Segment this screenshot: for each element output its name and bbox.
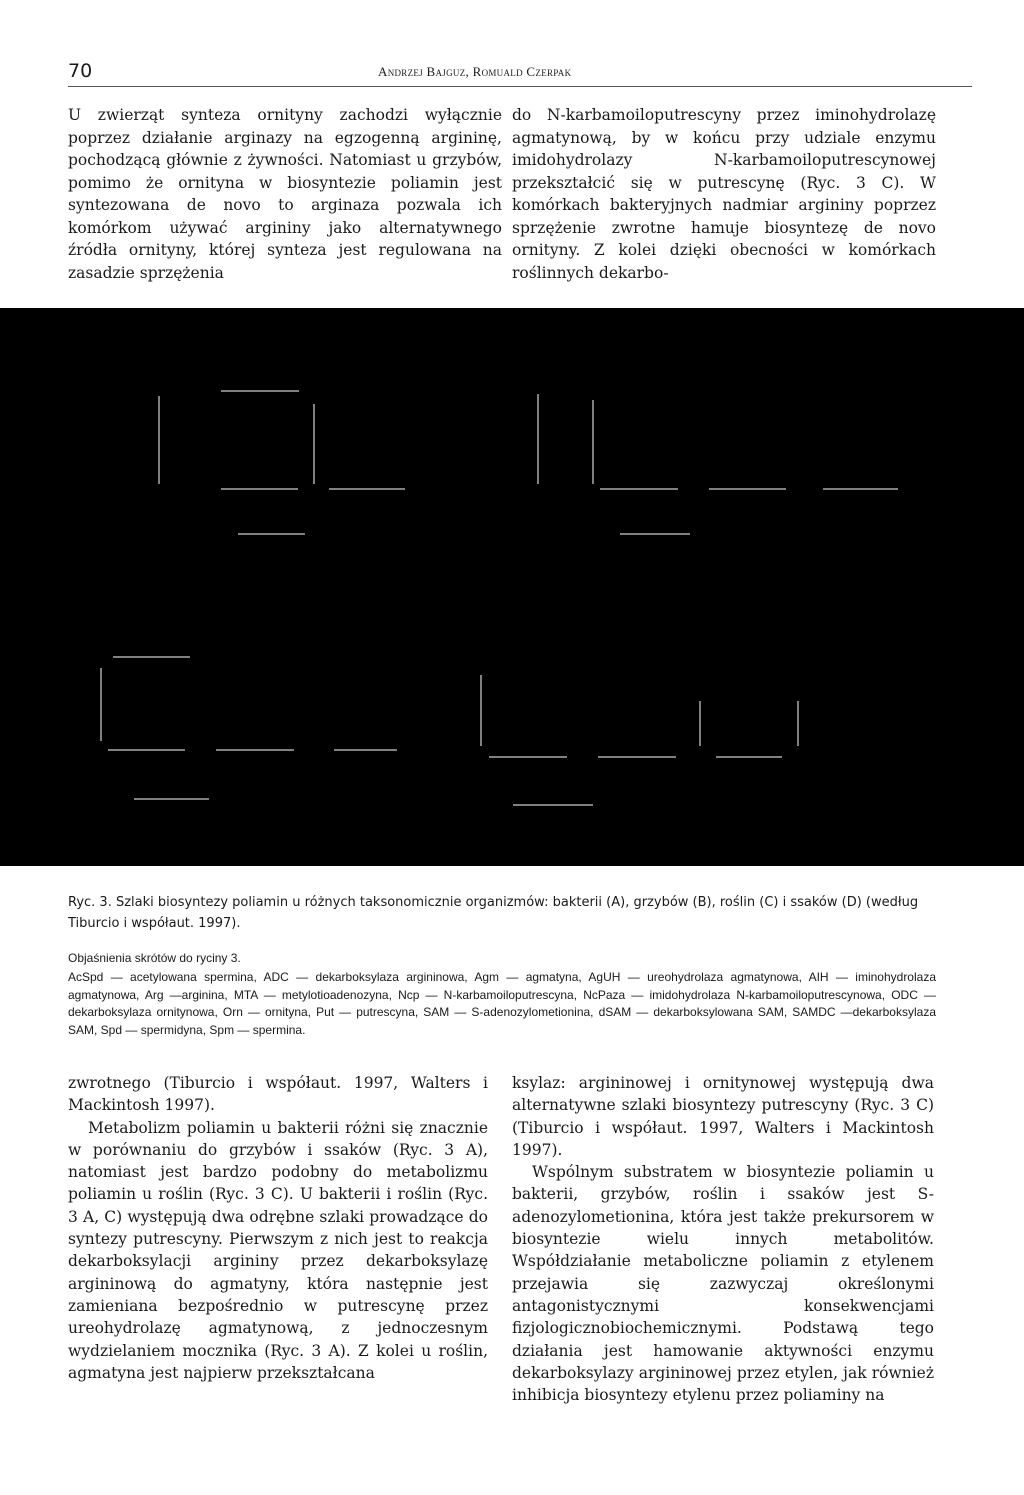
paragraph: U zwierząt synteza ornityny zachodzi wyłącznie poprzez działanie arginazy na egzogenną argininę, pochodzącą głównie z żywności. Natomiast u grzybów, pomimo że ornityna w biosyntezie poliamin jest syntezowana de novo to arginaza pozwala ich komórkom używać argininy jako alternatywnego źródła ornityny, której synteza jest regulowana na zasadzie sprzężenia [68, 106, 502, 282]
paragraph: ksylaz: argininowej i ornitynowej występują dwa alternatywne szlaki biosyntezy putrescyny (Ryc. 3 C) (Tiburcio i współaut. 1997, Walters i Mackintosh 1997). [512, 1074, 934, 1159]
paragraph: Wspólnym substratem w biosyntezie poliamin u bakterii, grzybów, roślin i ssaków jest S-adenozylometionina, która jest także prekursorem w biosyntezie wielu innych metabolitów. Współdziałanie metaboliczne poliamin z etylenem przejawia się zazwyczaj określonymi antagonistycznymi konsekwencjami fizjologicznobiochemicznymi. Podstawą tego działania jest hamowanie aktywności enzymu dekarboksylazy argininowej przez etylen, jak również inhibicja biosyntezy etylenu przez poliaminy na [512, 1163, 934, 1405]
page-number: 70 [68, 60, 93, 82]
figure-caption: Ryc. 3. Szlaki biosyntezy poliamin u różnych taksonomicznie organizmów: bakterii (A), grzybów (B), roślin (C) i ssaków (D) (według Tiburcio i współaut. 1997). [68, 895, 919, 931]
bottom-right-column [512, 1072, 934, 1406]
pathway-diagram-lines [0, 308, 1024, 866]
running-head-authors: Andrzej Bajguz, Romuald Czerpak [378, 64, 572, 79]
paragraph: Metabolizm poliamin u bakterii różni się znacznie w porównaniu do grzybów i ssaków (Ryc. 3 A), natomiast jest bardzo podobny do metabolizmu poliamin u roślin (Ryc. 3 C). U bakterii i roślin (Ryc. 3 A, C) występują dwa odrębne szlaki prowadzące do syntezy putrescyny. Pierwszym z nich jest to reakcja dekarboksylacji argininy przez dekarboksylazę argininową do agmatyny, która następnie jest zamieniana bezpośrednio w putrescynę przez ureohydrolazę agmatynową, z jednoczesnym wydzielaniem mocznika (Ryc. 3 A). Z kolei u roślin, agmatyna jest najpierw przekształcana [68, 1118, 488, 1382]
abbreviations-list: AcSpd — acetylowana spermina, ADC — dekarboksylaza argininowa, Agm — agmatyna, AgUH — ureohydrolaza agmatynowa, AIH — iminohydrolaza agmatynowa, Arg —arginina, MTA — metylotioadenozyna, Ncp — N-karbamoiloputrescyna, NcPaza — imidohydrolaza N-karbamoiloputrescynowa, ODC — dekarboksylaza ornitynowa, Orn — ornityna, Put — putrescyna, SAM — S-adenozylometionina, dSAM — dekarboksylowana SAM, SAMDC —dekarboksylaza SAM, Spd — spermidyna, Spm — spermina. [68, 970, 936, 1037]
top-right-column [512, 104, 936, 284]
paragraph: zwrotnego (Tiburcio i współaut. 1997, Walters i Mackintosh 1997). [68, 1074, 488, 1115]
page-header [68, 60, 972, 87]
abbreviations-title: Objaśnienia skrótów do ryciny 3. [68, 951, 241, 965]
bottom-left-column [68, 1072, 488, 1384]
figure-abbreviations [68, 950, 936, 1039]
top-left-column [68, 104, 502, 284]
figure-3-diagram [0, 308, 1024, 866]
paragraph: do N-karbamoiloputrescyny przez iminohydrolazę agmatynową, by w końcu przy udziale enzymu imidohydrolazy N-karbamoiloputrescynowej przekształcić się w putrescynę (Ryc. 3 C). W komórkach bakteryjnych nadmiar argininy poprzez sprzężenie zwrotne hamuje biosyntezę de novo ornityny. Z kolei dzięki obecności w komórkach roślinnych dekarbo- [512, 106, 936, 282]
